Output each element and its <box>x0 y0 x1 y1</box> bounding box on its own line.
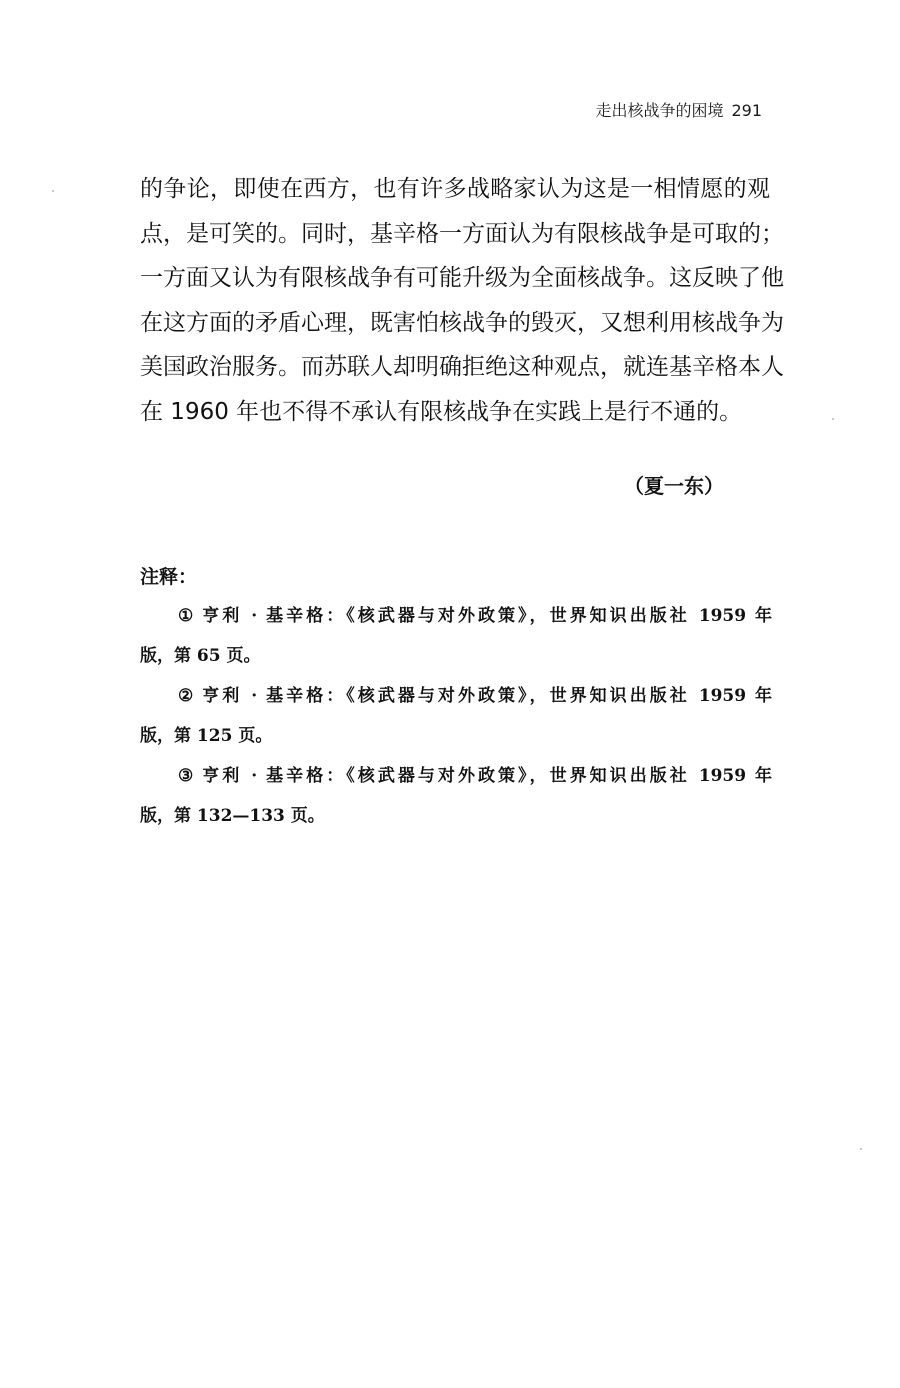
author-signature: （夏一东） <box>624 474 724 498</box>
body-line: 在 1960 年也不得不承认有限核战争在实践上是行不通的。 <box>140 398 743 425</box>
footnote-marker: ① <box>178 606 197 626</box>
footnote-text: 亨利 · 基辛格：《核武器与对外政策》，世界知识出版社 1959 年 <box>202 606 773 626</box>
footnote-line <box>140 596 772 636</box>
body-line: 在这方面的矛盾心理，既害怕核战争的毁灭，又想利用核战争为 <box>140 309 784 336</box>
footnote-line <box>140 676 772 716</box>
paper-speck <box>832 418 834 420</box>
page-number: 291 <box>731 101 762 120</box>
footnote-marker: ③ <box>178 766 197 786</box>
chapter-title: 走出核战争的困境 <box>595 101 724 120</box>
running-header <box>595 98 762 121</box>
body-line: 的争论，即使在西方，也有许多战略家认为这是一相情愿的观 <box>140 176 770 202</box>
paper-speck <box>52 190 54 192</box>
footnote <box>140 756 772 836</box>
footnote-continuation: 版，第 65 页。 <box>140 646 261 666</box>
footnote <box>140 596 772 676</box>
body-line: 一方面又认为有限核战争有可能升级为全面核战争。这反映了他 <box>140 265 784 292</box>
paper-speck <box>860 1148 862 1150</box>
footnote-continuation: 版，第 125 页。 <box>140 726 273 746</box>
body-paragraph <box>140 167 784 435</box>
footnote <box>140 676 772 756</box>
footnote-text: 亨利 · 基辛格：《核武器与对外政策》，世界知识出版社 1959 年 <box>202 766 773 786</box>
footnote-marker: ② <box>178 686 197 706</box>
body-line: 点，是可笑的。同时，基辛格一方面认为有限核战争是可取的； <box>140 220 784 247</box>
footnote-line <box>140 756 772 796</box>
footnote-continuation: 版，第 132—133 页。 <box>140 806 325 826</box>
notes-heading: 注释： <box>140 566 198 588</box>
footnote-text: 亨利 · 基辛格：《核武器与对外政策》，世界知识出版社 1959 年 <box>202 686 773 706</box>
body-line: 美国政治服务。而苏联人却明确拒绝这种观点，就连基辛格本人 <box>140 354 784 381</box>
